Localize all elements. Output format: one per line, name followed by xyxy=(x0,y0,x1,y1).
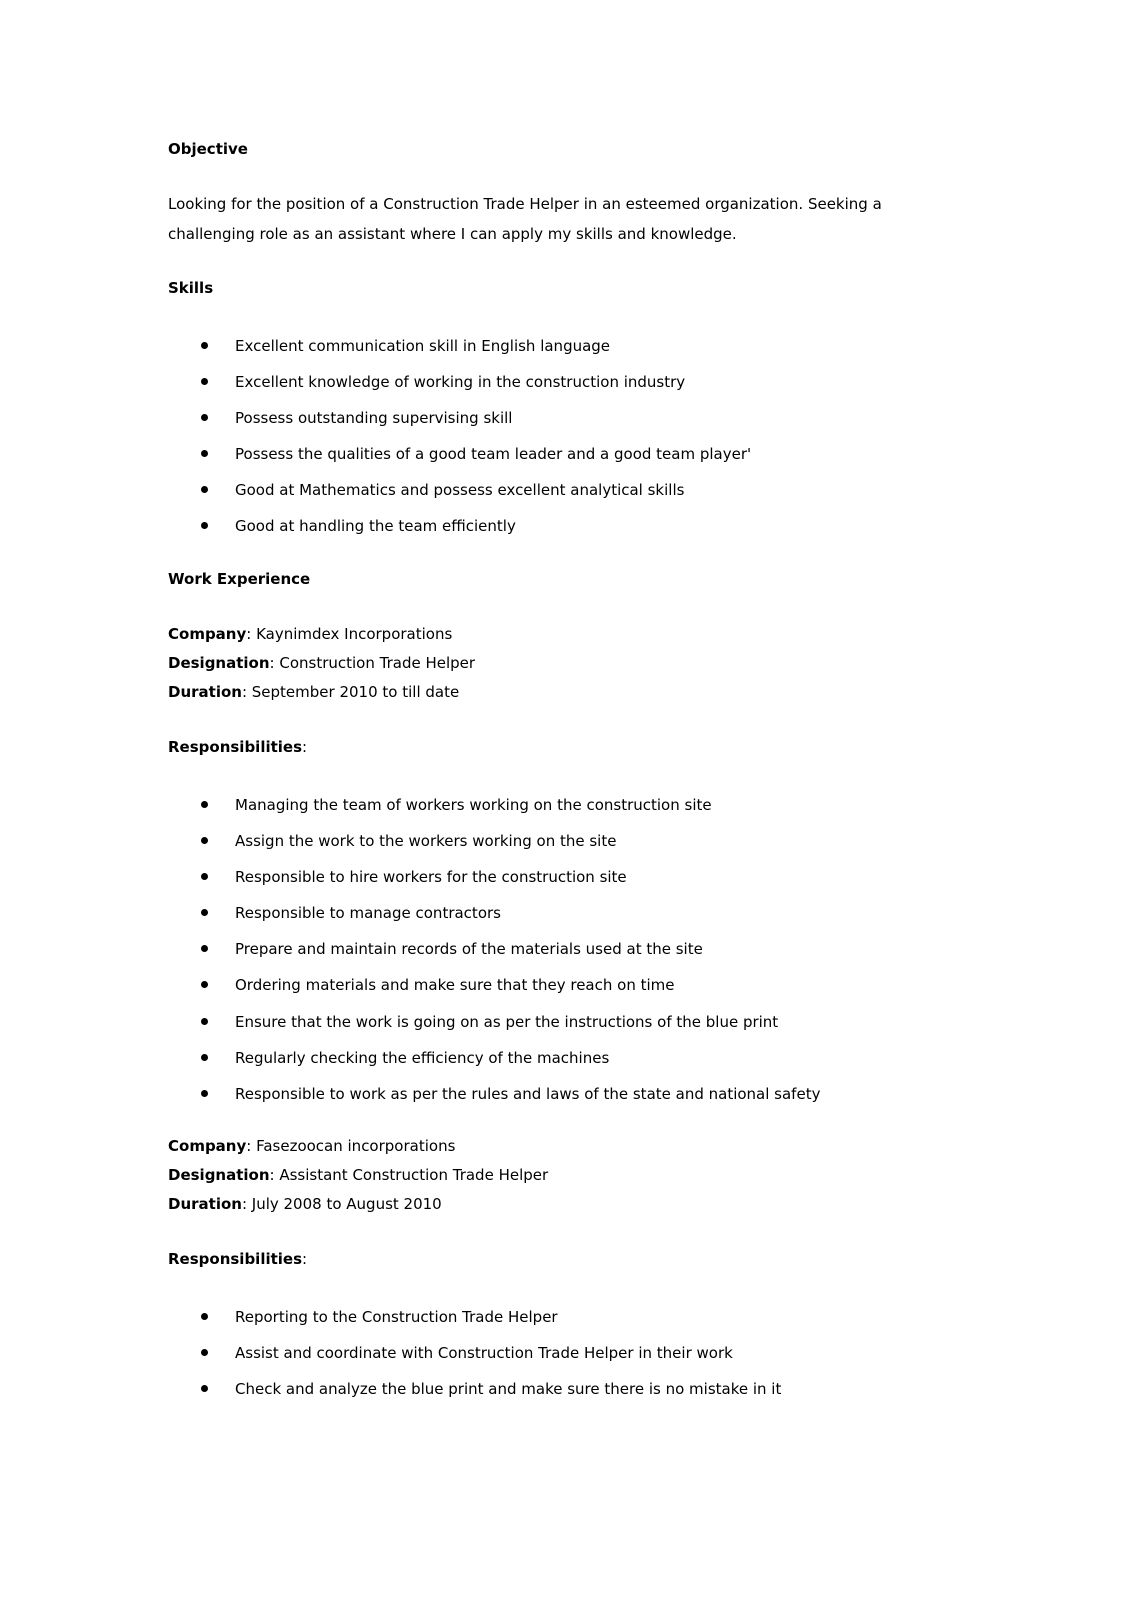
list-item: Possess outstanding supervising skill xyxy=(235,409,513,427)
list-item: Assist and coordinate with Construction Trade Helper in their work xyxy=(235,1344,733,1362)
bullet-icon xyxy=(201,486,208,493)
list-item: Excellent knowledge of working in the construction industry xyxy=(235,373,686,391)
list-item: Ordering materials and make sure that they reach on time xyxy=(235,976,675,994)
responsibilities-heading: Responsibilities: xyxy=(168,738,308,756)
bullet-icon xyxy=(201,450,208,457)
list-item: Good at Mathematics and possess excellent analytical skills xyxy=(235,481,685,499)
designation-label: Designation xyxy=(168,1166,270,1184)
designation-value: : Construction Trade Helper xyxy=(269,654,476,672)
list-item: Assign the work to the workers working on the site xyxy=(235,832,617,850)
bullet-icon xyxy=(201,342,208,349)
bullet-icon xyxy=(201,909,208,916)
bullet-icon xyxy=(201,414,208,421)
job-company xyxy=(168,625,452,643)
list-item: Ensure that the work is going on as per the instructions of the blue print xyxy=(235,1013,779,1031)
job-duration xyxy=(168,683,459,701)
job-company xyxy=(168,1137,455,1155)
bullet-icon xyxy=(201,981,208,988)
objective-heading: Objective xyxy=(168,140,248,158)
job-designation xyxy=(168,1166,548,1184)
company-label: Company xyxy=(168,1137,247,1155)
duration-label: Duration xyxy=(168,1195,242,1213)
skills-heading: Skills xyxy=(168,279,214,297)
company-value: : Fasezoocan incorporations xyxy=(246,1137,456,1155)
list-item: Good at handling the team efficiently xyxy=(235,517,516,535)
company-label: Company xyxy=(168,625,247,643)
list-item: Responsible to manage contractors xyxy=(235,904,501,922)
job-duration xyxy=(168,1195,442,1213)
list-item: Check and analyze the blue print and make sure there is no mistake in it xyxy=(235,1380,782,1398)
bullet-icon xyxy=(201,522,208,529)
bullet-icon xyxy=(201,945,208,952)
duration-value: : July 2008 to August 2010 xyxy=(241,1195,442,1213)
list-item: Reporting to the Construction Trade Helper xyxy=(235,1308,558,1326)
job-designation xyxy=(168,654,475,672)
bullet-icon xyxy=(201,1018,208,1025)
list-item: Regularly checking the efficiency of the machines xyxy=(235,1049,610,1067)
duration-label: Duration xyxy=(168,683,242,701)
list-item: Responsible to work as per the rules and laws of the state and national safety xyxy=(235,1085,821,1103)
designation-label: Designation xyxy=(168,654,270,672)
responsibilities-heading: Responsibilities: xyxy=(168,1250,308,1268)
bullet-icon xyxy=(201,1385,208,1392)
list-item: Possess the qualities of a good team leader and a good team player' xyxy=(235,445,752,463)
bullet-icon xyxy=(201,801,208,808)
bullet-icon xyxy=(201,1054,208,1061)
objective-text: Looking for the position of a Construction Trade Helper in an esteemed organization. Seeking a challenging role as an assistant where I can apply my skills and knowledge. xyxy=(168,195,882,243)
bullet-icon xyxy=(201,1090,208,1097)
list-item: Managing the team of workers working on the construction site xyxy=(235,796,712,814)
bullet-icon xyxy=(201,1349,208,1356)
list-item: Prepare and maintain records of the materials used at the site xyxy=(235,940,703,958)
bullet-icon xyxy=(201,837,208,844)
company-value: : Kaynimdex Incorporations xyxy=(246,625,453,643)
work-experience-heading: Work Experience xyxy=(168,570,311,588)
bullet-icon xyxy=(201,873,208,880)
list-item: Responsible to hire workers for the construction site xyxy=(235,868,627,886)
duration-value: : September 2010 to till date xyxy=(241,683,460,701)
designation-value: : Assistant Construction Trade Helper xyxy=(269,1166,549,1184)
bullet-icon xyxy=(201,378,208,385)
bullet-icon xyxy=(201,1313,208,1320)
list-item: Excellent communication skill in English language xyxy=(235,337,611,355)
